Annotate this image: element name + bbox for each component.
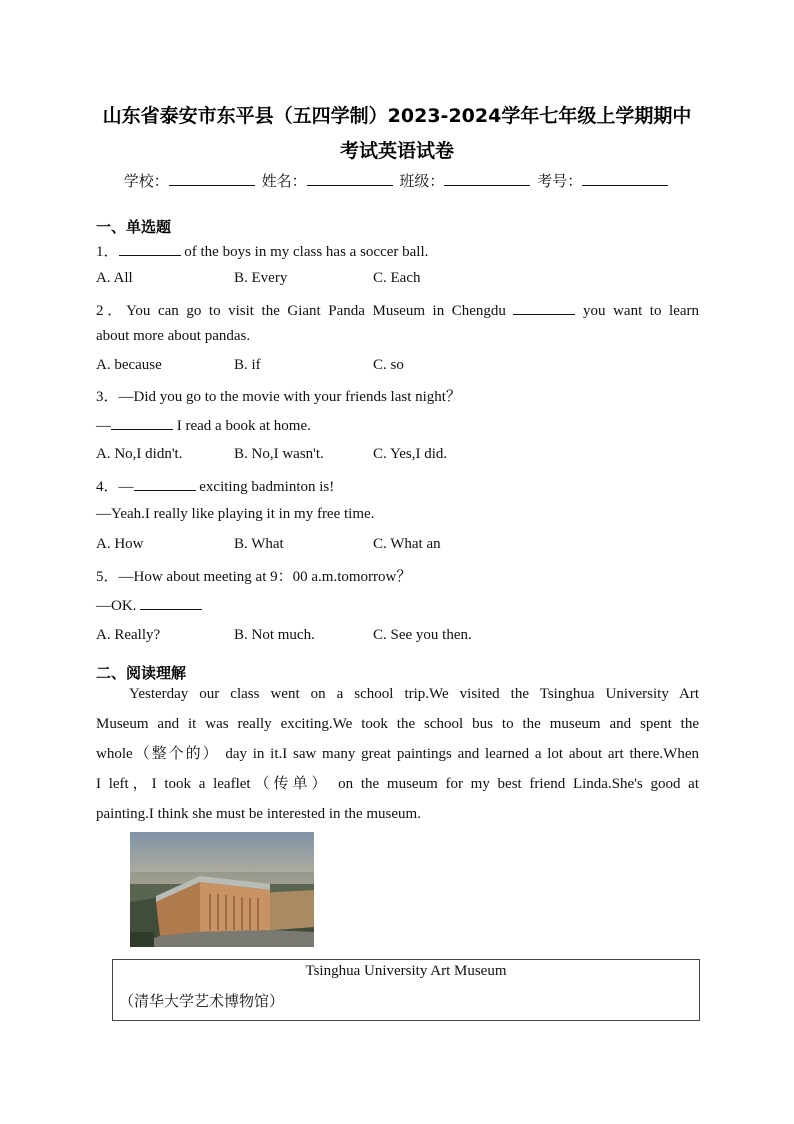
student-info-row	[0, 170, 794, 191]
question-4-line-2: —Yeah.I really like playing it in my free time.	[96, 506, 375, 522]
passage-line: painting.I think she must be interested in the museum.	[96, 806, 421, 822]
name-label: 姓名：	[261, 172, 307, 190]
q5-option-b: B. Not much.	[234, 627, 315, 643]
passage-line: Yesterday our class went on a school trip.We visited the Tsinghua University Art	[129, 686, 699, 702]
q5-option-c: C. See you then.	[373, 627, 472, 643]
q2-option-c: C. so	[373, 357, 404, 373]
question-3-line-1: 3．—Did you go to the movie with your friends last night？	[96, 389, 461, 405]
passage-line: whole（整个的） day in it.I saw many great paintings and learned a lot about art there.When	[96, 746, 699, 762]
passage-line: I left，I took a leaflet（传单） on the museum for my best friend Linda.She's good at	[96, 776, 699, 792]
exam-title-line-2: 考试英语试卷	[339, 140, 454, 162]
q5-option-a: A. Really?	[96, 627, 161, 643]
name-blank	[307, 171, 393, 186]
question-5-line-2: —OK.	[96, 596, 202, 615]
photo-caption-box	[112, 959, 700, 1021]
answer-blank	[140, 596, 202, 610]
class-label: 班级：	[399, 172, 445, 190]
q3-option-c: C. Yes,I did.	[373, 446, 448, 462]
question-2-line-1: 2．You can go to visit the Giant Panda Museum in Chengdu you want to learn	[96, 303, 700, 319]
school-label: 学校：	[123, 172, 169, 190]
exam-number-label: 考号：	[537, 172, 583, 190]
reading-passage	[96, 679, 699, 829]
caption-title: Tsinghua University Art Museum	[305, 963, 507, 979]
answer-blank	[513, 301, 575, 315]
answer-blank	[119, 242, 181, 256]
question-5-line-1: 5．—How about meeting at 9：00 a.m.tomorrow？	[96, 569, 412, 585]
q1-option-c: C. Each	[373, 270, 421, 286]
q4-option-b: B. What	[234, 536, 284, 552]
q4-option-a: A. How	[96, 536, 144, 552]
section-heading-single-choice: 一、单选题	[96, 218, 172, 236]
school-blank	[169, 171, 255, 186]
q1-option-b: B. Every	[234, 270, 288, 286]
caption-chinese: （清华大学艺术博物馆）	[119, 994, 285, 1010]
question-1: 1． of the boys in my class has a soccer ball.	[96, 244, 429, 260]
q2-option-a: A. because	[96, 357, 162, 373]
q4-option-c: C. What an	[373, 536, 441, 552]
answer-blank	[111, 416, 173, 430]
exam-number-blank	[582, 171, 668, 186]
q2-option-b: B. if	[234, 357, 261, 373]
question-4-line-1: 4．— exciting badminton is!	[96, 479, 335, 495]
passage-line: Museum and it was really exciting.We took the school bus to the museum and spent the	[96, 716, 699, 732]
exam-title-line-1: 山东省泰安市东平县（五四学制）2023-2024学年七年级上学期期中	[102, 105, 692, 127]
answer-blank	[134, 477, 196, 491]
section-heading-reading: 二、阅读理解	[96, 664, 187, 682]
museum-photo	[130, 832, 314, 947]
q1-option-a: A. All	[96, 270, 133, 286]
question-3-line-2: — I read a book at home.	[96, 418, 311, 434]
q3-option-b: B. No,I wasn't.	[234, 446, 324, 462]
class-blank	[444, 171, 530, 186]
q3-option-a: A. No,I didn't.	[96, 446, 183, 462]
question-2-line-2: about more about pandas.	[96, 328, 251, 344]
